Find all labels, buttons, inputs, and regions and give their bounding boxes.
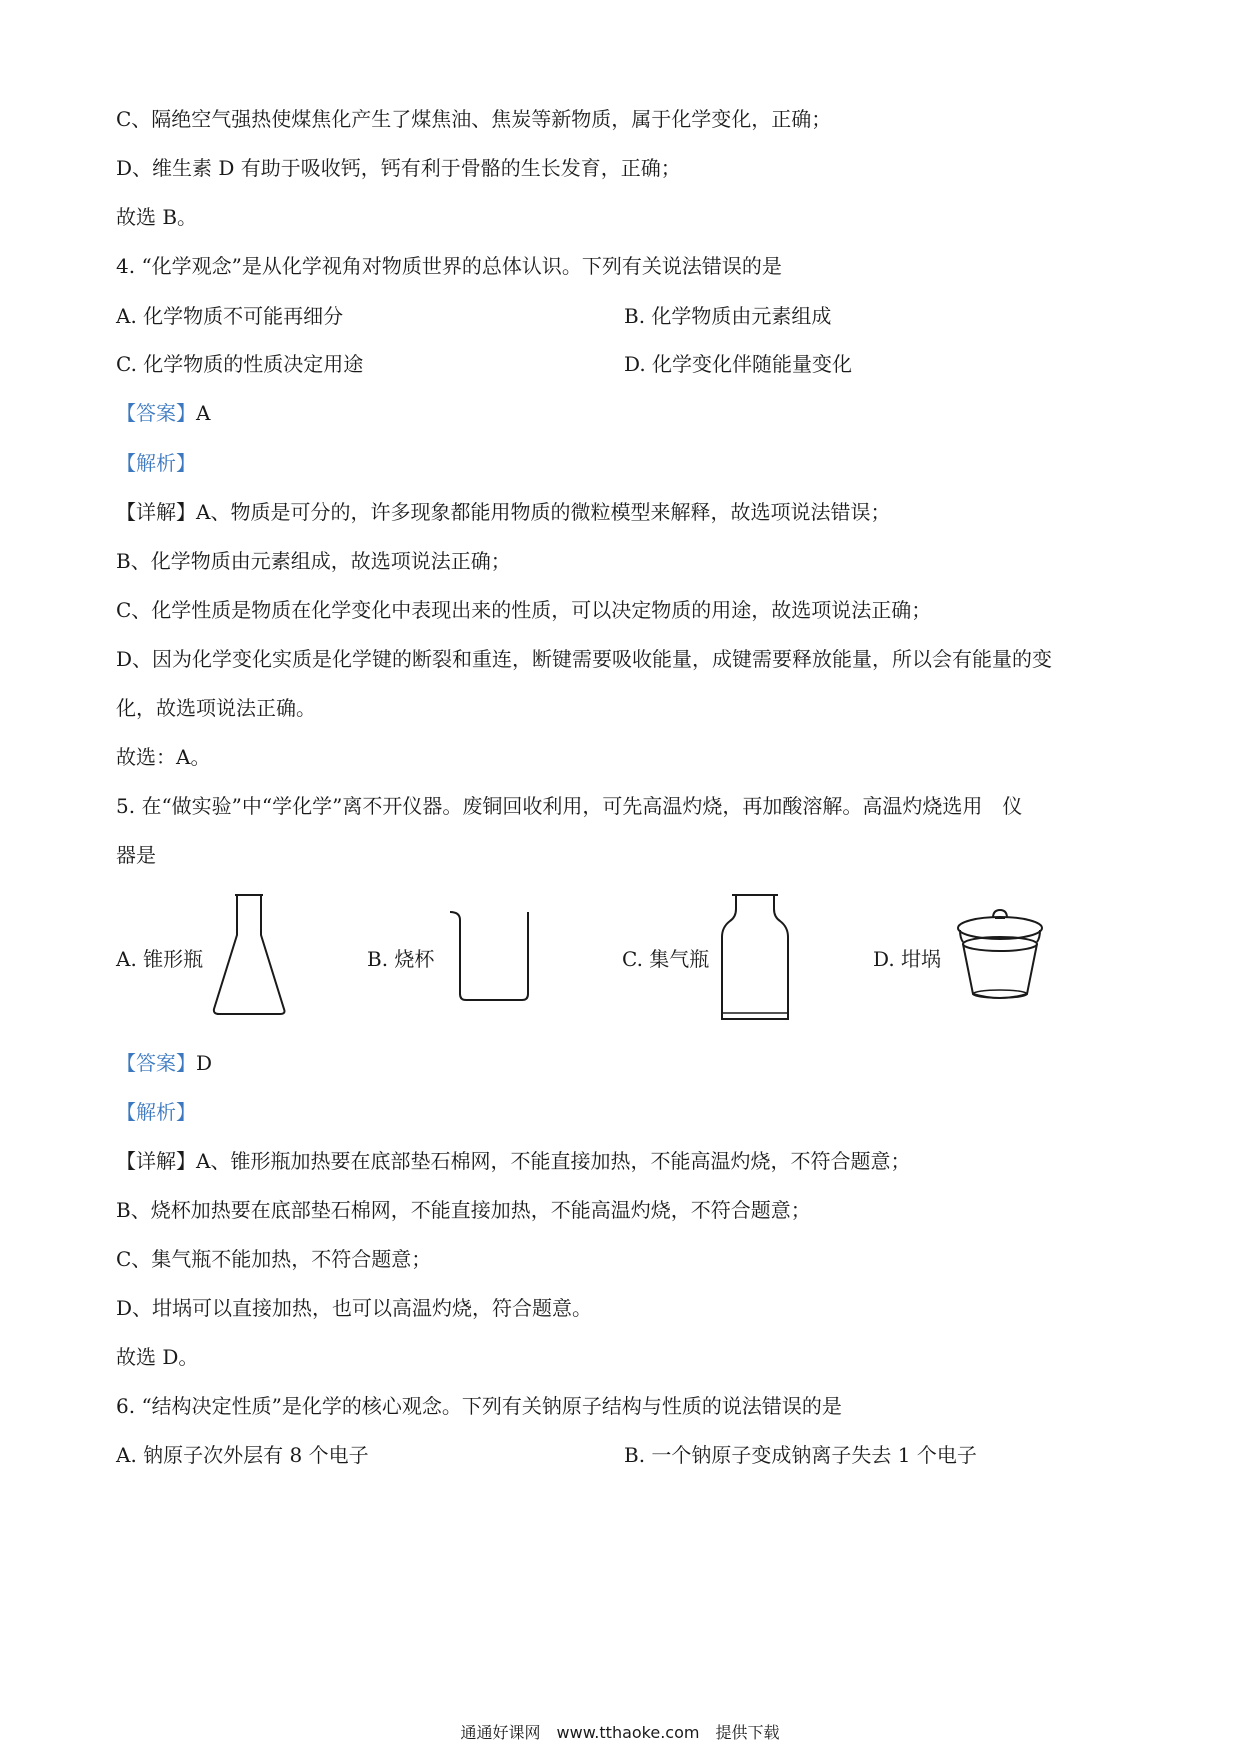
q5-detail-c: C、集气瓶不能加热，不符合题意； — [116, 1247, 432, 1271]
q5-stem-line2: 器是 — [116, 843, 156, 867]
q4-option-b: B. 化学物质由元素组成 — [624, 304, 832, 328]
crucible-icon — [955, 908, 1045, 1006]
q4-answer — [116, 399, 210, 427]
q5-detail-d: D、坩埚可以直接加热，也可以高温灼烧，符合题意。 — [116, 1296, 593, 1320]
q6-stem: 6. “结构决定性质”是化学的核心观念。下列有关钠原子结构与性质的说法错误的是 — [116, 1394, 842, 1418]
q5-option-d-label: D. 坩埚 — [873, 947, 942, 971]
answer-value: D — [196, 1051, 213, 1075]
detail-text: A、锥形瓶加热要在底部垫石棉网，不能直接加热，不能高温灼烧，不符合题意； — [196, 1149, 911, 1173]
q6-option-a: A. 钠原子次外层有 8 个电子 — [116, 1443, 369, 1467]
q5-answer — [116, 1049, 212, 1077]
detail-text: A、物质是可分的，许多现象都能用物质的微粒模型来解释，故选项说法错误； — [196, 500, 891, 524]
answer-tag: 【答案】 — [116, 1051, 196, 1075]
q6-option-b: B. 一个钠原子变成钠离子失去 1 个电子 — [624, 1443, 977, 1467]
q4-detail-b: B、化学物质由元素组成，故选项说法正确； — [116, 549, 511, 573]
q3-option-d-explanation: D、维生素 D 有助于吸收钙，钙有利于骨骼的生长发育，正确； — [116, 156, 681, 180]
q4-detail-d-line2: 化，故选项说法正确。 — [116, 696, 316, 720]
answer-tag: 【答案】 — [116, 401, 196, 425]
q5-choice: 故选 D。 — [116, 1345, 199, 1369]
q5-detail-a — [116, 1147, 910, 1175]
answer-value: A — [196, 401, 211, 425]
page-footer: 通通好课网 www.tthaoke.com 提供下载 — [460, 1723, 780, 1742]
q4-analysis-tag: 【解析】 — [116, 451, 196, 475]
q3-option-c-explanation: C、隔绝空气强热使煤焦化产生了煤焦油、焦炭等新物质，属于化学变化，正确； — [116, 107, 832, 131]
conical-flask-icon — [210, 893, 290, 1017]
detail-tag: 【详解】 — [116, 500, 196, 524]
q5-stem-line1: 5. 在“做实验”中“学化学”离不开仪器。废铜回收利用，可先高温灼烧，再加酸溶解。高温灼烧选用 仪 — [116, 794, 1023, 818]
gas-jar-icon — [718, 893, 792, 1025]
q4-choice: 故选：A。 — [116, 745, 211, 769]
q5-analysis-tag: 【解析】 — [116, 1100, 196, 1124]
q5-option-b-label: B. 烧杯 — [367, 947, 435, 971]
detail-tag: 【详解】 — [116, 1149, 196, 1173]
q4-option-d: D. 化学变化伴随能量变化 — [624, 352, 853, 376]
beaker-icon — [448, 908, 534, 1004]
q5-detail-b: B、烧杯加热要在底部垫石棉网，不能直接加热，不能高温灼烧，不符合题意； — [116, 1198, 811, 1222]
q3-choice: 故选 B。 — [116, 205, 198, 229]
q5-option-a-label: A. 锥形瓶 — [116, 947, 204, 971]
q4-option-c: C. 化学物质的性质决定用途 — [116, 352, 364, 376]
q4-detail-a — [116, 498, 890, 526]
q5-option-c-label: C. 集气瓶 — [622, 947, 710, 971]
q4-option-a: A. 化学物质不可能再细分 — [116, 304, 344, 328]
q4-detail-c: C、化学性质是物质在化学变化中表现出来的性质，可以决定物质的用途，故选项说法正确； — [116, 598, 932, 622]
q4-detail-d-line1: D、因为化学变化实质是化学键的断裂和重连，断键需要吸收能量，成键需要释放能量，所以会有能量的变 — [116, 647, 1053, 671]
q4-stem: 4. “化学观念”是从化学视角对物质世界的总体认识。下列有关说法错误的是 — [116, 254, 782, 278]
